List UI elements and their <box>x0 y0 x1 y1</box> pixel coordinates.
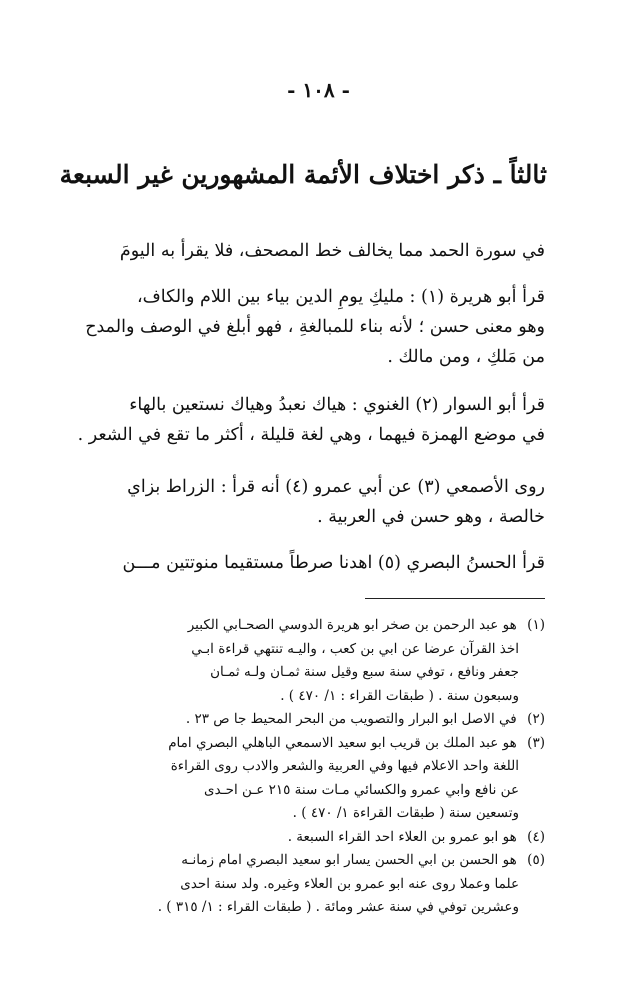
footnote-line: هو عبد الرحمن بن صخر ابو هريرة الدوسي الصحـابي الكبير <box>187 617 517 633</box>
footnote-line: علما وعملا روى عنه ابو عمرو بن العلاء وغيره. ولد سنة احدى <box>180 875 519 892</box>
footnote-line: هو الحسن بن ابي الحسن يسار ابو سعيد البصري امام زمانـه <box>181 852 517 868</box>
paragraph-line: في سورة الحمد مما يخالف خط المصحف، فلا يقرأ به اليومَ <box>119 241 545 261</box>
page-number: - ١٠٨ - <box>287 78 350 102</box>
footnote-number: (٥) <box>527 852 545 868</box>
footnote-2 <box>65 708 545 732</box>
footnote-line: اخذ القرآن عرضا عن ابي بن كعب ، واليـه تنتهي قراءة ابـي <box>191 640 519 657</box>
paragraph-line: وهو معنى حسن ؛ لأنه بناء للمبالغةِ ، فهو أبلغ في الوصف والمدح <box>85 317 545 337</box>
paragraph-abu-al-sawwar <box>65 390 545 450</box>
paragraph-line: قرأ الحسنُ البصري (٥) اهدنا صرطاً مستقيما منوتتين مـــن <box>122 553 545 573</box>
footnote-number: (٣) <box>527 734 545 751</box>
paragraph-intro <box>65 236 545 266</box>
section-heading: ثالثاً ـ ذكر اختلاف الأئمة المشهورين غير السبعة <box>59 160 547 189</box>
paragraph-line: قرأ أبو السوار (٢) الغنوي : هياك نعبدُ وهياك نستعين بالهاء <box>129 395 545 415</box>
footnote-line: في الاصل ابو البرار والتصويب من البحر المحيط جا ص ٢٣ . <box>185 711 517 727</box>
paragraph-asmai <box>65 472 545 532</box>
footnote-number: (٢) <box>527 711 545 727</box>
paragraph-line: روى الأصمعي (٣) عن أبي عمرو (٤) أنه قرأ : الزراط بزاي <box>127 477 545 497</box>
footnote-line: وتسعين سنة ( طبقات القراءة ١/ ٤٧٠ ) . <box>292 805 519 821</box>
paragraph-hasan-basri <box>65 548 545 578</box>
footnote-number: (٤) <box>527 828 545 845</box>
footnote-line: وسبعون سنة . ( طبقات القراء : ١/ ٤٧٠ ) . <box>280 687 519 704</box>
footnote-line: هو ابو عمرو بن العلاء احد القراء السبعة . <box>287 828 517 845</box>
footnote-line: اللغة واحد الاعلام فيها وفي العربية والشعر والادب روى القراءة <box>170 758 519 774</box>
footnotes <box>65 614 545 920</box>
footnote-number: (١) <box>527 617 545 633</box>
footnote-line: وعشرين توفي في سنة عشر ومائة . ( طبقات القراء : ١/ ٣١٥ ) . <box>157 899 519 915</box>
paragraph-abu-hurayra <box>65 282 545 372</box>
footnote-1 <box>65 614 545 638</box>
paragraph-line: قرأ أبو هريرة (١) : مليكِ يومِ الدين بياء بين اللام والكاف، <box>137 287 545 307</box>
footnote-separator <box>365 598 545 599</box>
footnote-line: عن نافع وابي عمرو والكسائي مـات سنة ٢١٥ عـن احـدى <box>204 781 519 798</box>
footnote-line: هو عبد الملك بن قريب ابو سعيد الاسمعي الباهلي البصري امام <box>168 734 517 751</box>
paragraph-line: في موضع الهمزة فيهما ، وهي لغة قليلة ، أكثر ما تقع في الشعر . <box>77 425 545 445</box>
footnote-5 <box>65 849 545 873</box>
footnote-line: جعفر ونافع ، توفي سنة سبع وقيل سنة ثمـان ولـه ثمـان <box>210 664 519 680</box>
footnote-3 <box>65 732 545 756</box>
footnote-4 <box>65 826 545 850</box>
paragraph-line: خالصة ، وهو حسن في العربية . <box>317 507 545 527</box>
paragraph-line: من مَلكِ ، ومن مالك . <box>387 347 545 367</box>
